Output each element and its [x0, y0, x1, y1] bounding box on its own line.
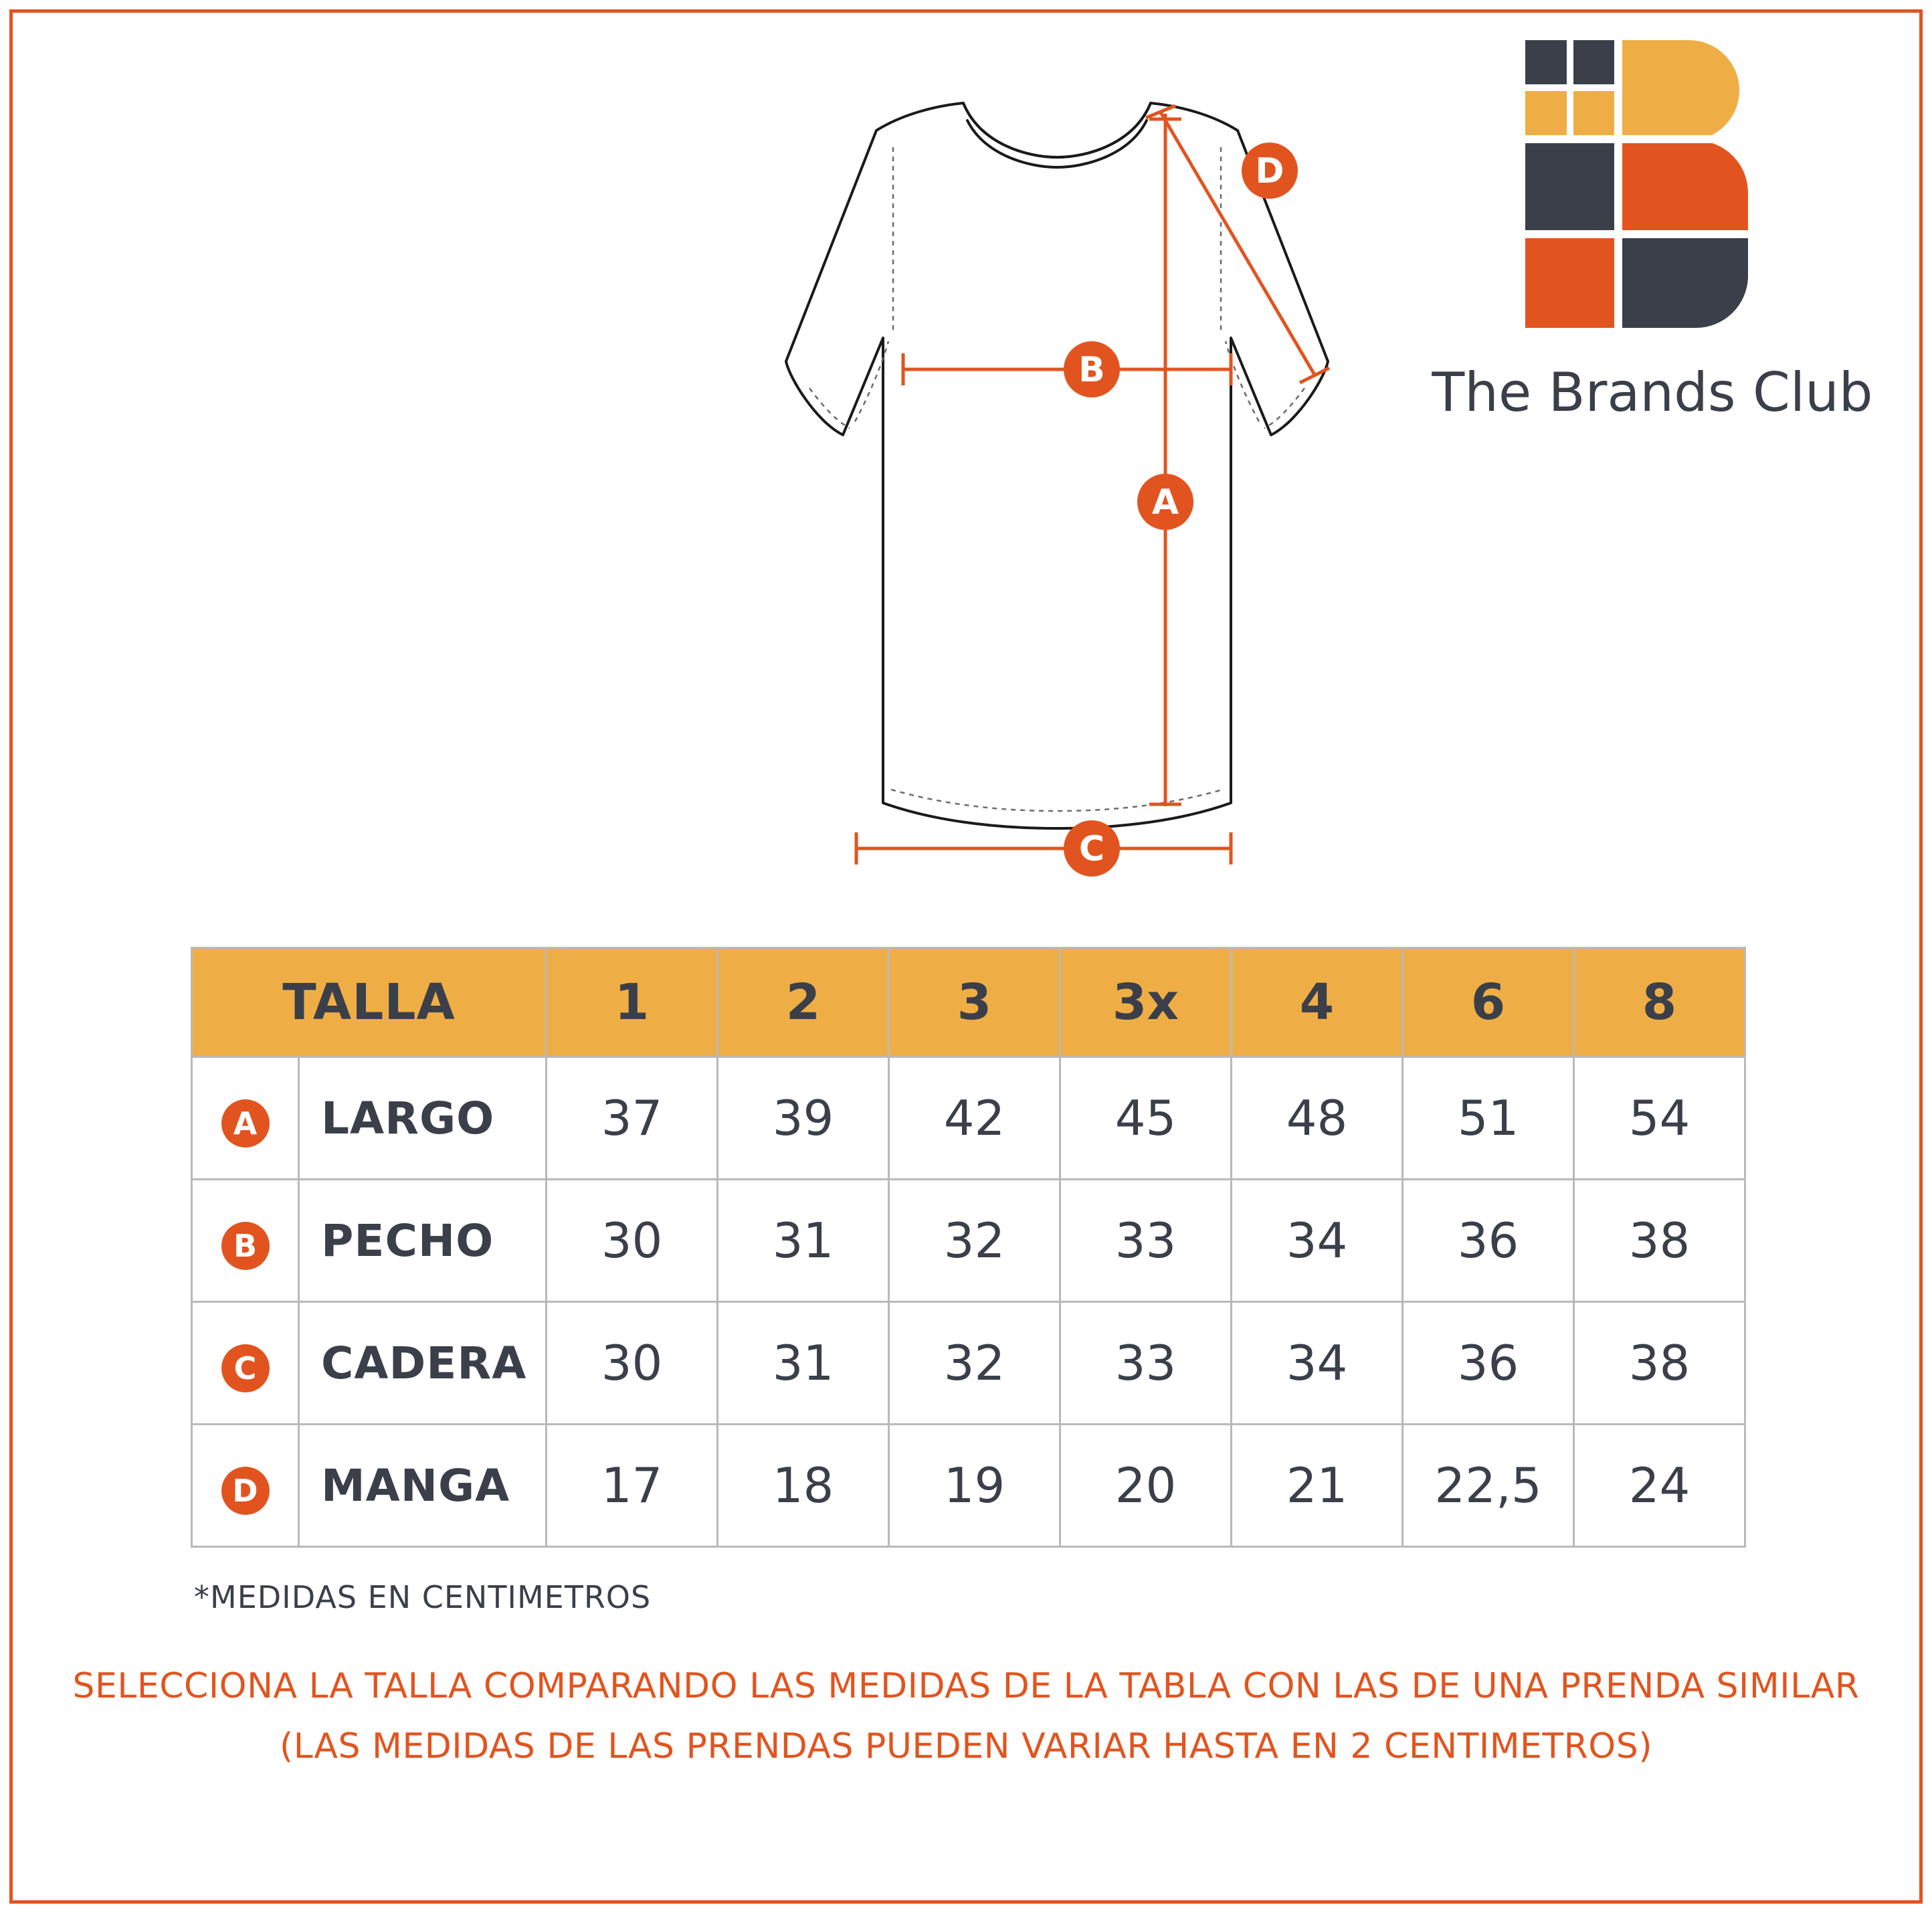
- header-size-2: 2: [718, 948, 889, 1057]
- row-label-cadera: CADERA: [299, 1302, 547, 1425]
- cell-manga-2: 18: [718, 1425, 889, 1547]
- row-label-largo: LARGO: [299, 1057, 547, 1180]
- cell-manga-1: 17: [547, 1425, 718, 1547]
- cell-cadera-8: 38: [1574, 1302, 1745, 1425]
- table-header-row: [192, 948, 1745, 1057]
- cell-cadera-3: 32: [889, 1302, 1060, 1425]
- badge-cell-c: [192, 1302, 299, 1425]
- cell-pecho-1: 30: [547, 1180, 718, 1302]
- svg-text:D: D: [1255, 151, 1284, 191]
- svg-text:C: C: [1078, 829, 1105, 869]
- marker-B: [1064, 341, 1120, 397]
- badge-cell-d: [192, 1425, 299, 1547]
- cell-pecho-4: 34: [1232, 1180, 1403, 1302]
- marker-A: [1137, 474, 1193, 530]
- table-row-cadera: [192, 1302, 1745, 1425]
- brand-logo: [1418, 33, 1887, 435]
- svg-text:B: B: [1078, 350, 1105, 390]
- cell-largo-3: 42: [889, 1057, 1060, 1180]
- instruction-line-1: SELECCIONA LA TALLA COMPARANDO LAS MEDIDAS DE LA TABLA CON LAS DE UNA PRENDA SIMILAR: [72, 1666, 1860, 1706]
- marker-D: [1242, 143, 1298, 199]
- header-size-3: 3: [889, 948, 1060, 1057]
- marker-C: [1064, 820, 1120, 877]
- header-size-3x: 3x: [1060, 948, 1232, 1057]
- cell-manga-3: 19: [889, 1425, 1060, 1547]
- cell-pecho-6: 36: [1403, 1180, 1574, 1302]
- size-table: [191, 947, 1746, 1548]
- row-label-manga: MANGA: [299, 1425, 547, 1547]
- cell-manga-6: 22,5: [1403, 1425, 1574, 1547]
- cell-cadera-4: 34: [1232, 1302, 1403, 1425]
- cell-manga-8: 24: [1574, 1425, 1745, 1547]
- header-size-6: 6: [1403, 948, 1574, 1057]
- instruction-line-2: (LAS MEDIDAS DE LAS PRENDAS PUEDEN VARIAR HASTA EN 2 CENTIMETROS): [279, 1726, 1653, 1766]
- size-table-container: [191, 947, 1746, 1548]
- brand-name: The Brands Club: [1432, 361, 1873, 424]
- cell-pecho-2: 31: [718, 1180, 889, 1302]
- cell-cadera-1: 30: [547, 1302, 718, 1425]
- cell-cadera-6: 36: [1403, 1302, 1574, 1425]
- badge-cell-b: [192, 1180, 299, 1302]
- badge-d: D: [221, 1467, 270, 1515]
- cell-largo-1: 37: [547, 1057, 718, 1180]
- table-row-pecho: [192, 1180, 1745, 1302]
- cell-cadera-3x: 33: [1060, 1302, 1232, 1425]
- row-label-pecho: PECHO: [299, 1180, 547, 1302]
- cell-pecho-3: 32: [889, 1180, 1060, 1302]
- table-row-largo: [192, 1057, 1745, 1180]
- badge-cell-a: [192, 1057, 299, 1180]
- badge-a: A: [221, 1099, 270, 1148]
- cell-largo-8: 54: [1574, 1057, 1745, 1180]
- badge-b: B: [221, 1222, 270, 1270]
- cell-pecho-3x: 33: [1060, 1180, 1232, 1302]
- units-note: *MEDIDAS EN CENTIMETROS: [194, 1579, 652, 1615]
- table-row-manga: [192, 1425, 1745, 1547]
- cell-largo-2: 39: [718, 1057, 889, 1180]
- badge-c: C: [221, 1344, 270, 1392]
- cell-largo-6: 51: [1403, 1057, 1574, 1180]
- cell-pecho-8: 38: [1574, 1180, 1745, 1302]
- header-size-1: 1: [547, 948, 718, 1057]
- header-talla: TALLA: [192, 948, 547, 1057]
- cell-manga-4: 21: [1232, 1425, 1403, 1547]
- header-size-4: 4: [1232, 948, 1403, 1057]
- tshirt-measurement-diagram: [589, 74, 1351, 903]
- cell-cadera-2: 31: [718, 1302, 889, 1425]
- cell-manga-3x: 20: [1060, 1425, 1232, 1547]
- svg-text:A: A: [1151, 482, 1179, 523]
- b-letter-logo-icon: [1519, 33, 1773, 335]
- cell-largo-4: 48: [1232, 1057, 1403, 1180]
- cell-largo-3x: 45: [1060, 1057, 1232, 1180]
- header-size-8: 8: [1574, 948, 1745, 1057]
